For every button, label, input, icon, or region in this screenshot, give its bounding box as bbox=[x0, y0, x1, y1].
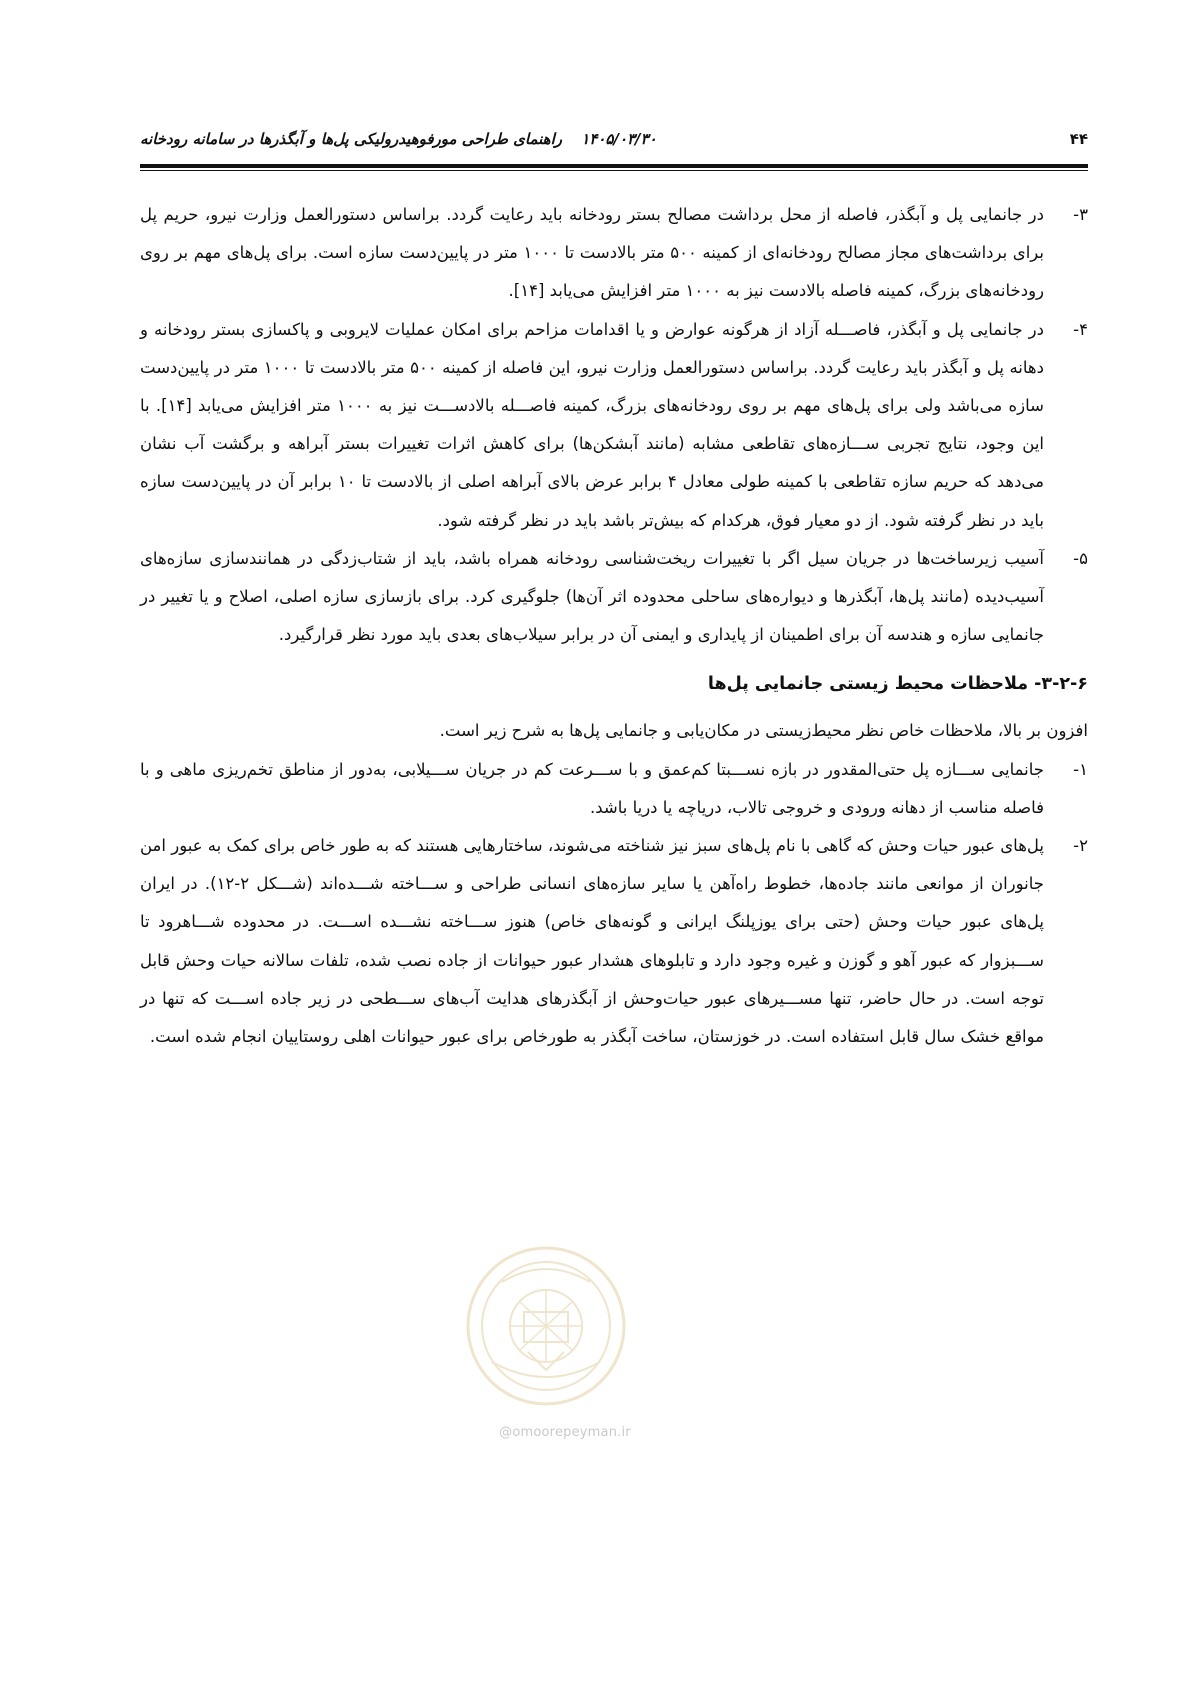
body-text bbox=[140, 196, 1088, 1056]
list-item bbox=[140, 540, 1088, 655]
watermark-text: @omoorepeyman.ir bbox=[499, 1425, 631, 1440]
list-item-text: آسیب زیرساخت‌ها در جریان سیل اگر با تغییرات ریخت‌شناسی رودخانه همراه باشد، باید از شتاب‌زدگی در همانندسازی سازه‌های آسیب‌دیده (مانند پل‌ها، آبگذرها و دیواره‌های ساحلی محدوده اثر آن‌ها) جلوگیری کرد. برای بازسازی سازه اصلی، اصلاح و یا تغییر در جانمایی سازه و هندسه آن برای اطمینان از پایداری و ایمنی آن در برابر سیلاب‌های بعدی باید مورد نظر قرارگیرد. bbox=[140, 548, 1044, 645]
header-title: راهنمای طراحی مورفوهیدرولیکی پل‌ها و آبگذرها در سامانه رودخانه bbox=[140, 130, 562, 148]
header-rule-thin bbox=[140, 170, 1088, 171]
list-item bbox=[140, 196, 1088, 311]
list-item-text: در جانمایی پل و آبگذر، فاصـــله آزاد از هرگونه عوارض و یا اقدامات مزاحم برای امکان عملیات لایروبی و پاکسازی بستر رودخانه و دهانه پل و آبگذر باید رعایت گردد. براساس دستورالعمل وزارت نیرو، این فاصله از کمینه ۵۰۰ متر بالادست تا ۱۰۰۰ متر در پایین‌دست سازه می‌باشد ولی برای پل‌های مهم بر روی رودخانه‌های بزرگ، کمینه فاصـــله بالادســـت نیز به ۱۰۰۰ متر افزایش می‌یابد [۱۴]. با این وجود، نتایج تجربی ســـازه‌های تقاطعی مشابه (مانند آبشکن‌ها) برای کاهش اثرات تغییرات بستر آبراهه و برگشت آب نشان می‌دهد که حریم سازه تقاطعی با کمینه طولی معادل ۴ برابر عرض بالای آبراهه اصلی از بالادست تا ۱۰ برابر آن در پایین‌دست سازه باید در نظر گرفته شود. از دو معیار فوق، هرکدام که بیش‌تر باشد باید در نظر گرفته شود. bbox=[140, 319, 1045, 530]
page-number: ۴۴ bbox=[1069, 130, 1088, 148]
list-item bbox=[140, 827, 1088, 1056]
header-date: ۱۴۰۵/۰۳/۳۰ bbox=[581, 130, 657, 148]
running-header bbox=[140, 130, 657, 148]
list-item bbox=[140, 751, 1088, 827]
list-item-number: ۲- bbox=[1073, 836, 1088, 856]
list-item-text: پل‌های عبور حیات وحش که گاهی با نام پل‌های سبز نیز شناخته می‌شوند، ساختارهایی هستند که به طور خاص برای کمک به عبور امن جانوران از موانعی مانند جاده‌ها، خطوط راه‌آهن یا سایر سازه‌های انسانی طراحی و ســـاخته شـــده‌اند (شـــکل ۲-۱۲). در ایران پل‌های عبور حیات وحش (حتی برای یوزپلنگ ایرانی و گونه‌های خاص) هنوز ســـاخته نشـــده اســـت. در محدوده شـــاهرود تا ســـبزوار که عبور آهو و گوزن و غیره وجود دارد و تابلوهای هشدار عبور حیوانات از جاده نصب شده، تلفات سالانه حیات وحش قابل توجه است. در حال حاضر، تنها مســـیرهای عبور حیات‌وحش از آبگذرهای هدایت آب‌های ســـطحی در زیر جاده اســـت که تنها در مواقع خشک سال قابل استفاده است. در خوزستان، ساخت آبگذر به طورخاص برای عبور حیوانات اهلی روستاییان انجام شده است. bbox=[140, 836, 1044, 1047]
list-item-text: در جانمایی پل و آبگذر، فاصله از محل برداشت مصالح بستر رودخانه باید رعایت گردد. براساس دستورالعمل وزارت نیرو، حریم پل برای برداشت‌های مجاز مصالح رودخانه‌ای از کمینه ۵۰۰ متر بالادست تا ۱۰۰۰ متر در پایین‌دست سازه است. برای پل‌های مهم بر روی رودخانه‌های بزرگ، کمینه فاصله بالادست نیز به ۱۰۰۰ متر افزایش می‌یابد [۱۴]. bbox=[140, 205, 1044, 301]
list-item-number: ۵- bbox=[1073, 548, 1088, 568]
page-header bbox=[140, 128, 1088, 156]
list-item-number: ۳- bbox=[1073, 205, 1088, 224]
list-item-number: ۴- bbox=[1073, 319, 1088, 339]
header-rule bbox=[140, 164, 1088, 168]
list-item bbox=[140, 311, 1088, 540]
intro-paragraph: افزون بر بالا، ملاحظات خاص نظر محیط‌زیستی در مکان‌یابی و جانمایی پل‌ها به شرح زیر است. bbox=[439, 721, 1088, 741]
list-item-text: جانمایی ســـازه پل حتی‌المقدور در بازه نســـبتا کم‌عمق و با ســـرعت کم در جریان ســـیلابی، به‌دور از مناطق تخم‌ریزی ماهی و با فاصله مناسب از دهانه ورودی و خروجی تالاب، دریاچه یا دریا باشد. bbox=[140, 759, 1044, 817]
list-item-number: ۱- bbox=[1073, 759, 1088, 779]
section-heading: ۳-۲-۶- ملاحظات محیط زیستی جانمایی پل‌ها bbox=[707, 674, 1088, 695]
watermark-logo bbox=[462, 1242, 630, 1410]
